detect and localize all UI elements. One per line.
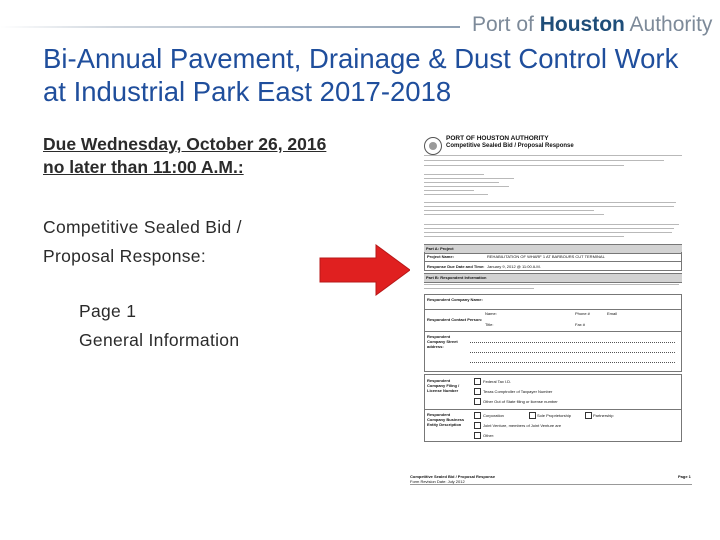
- entity-label: Respondent Company Business Entity Description: [427, 412, 465, 427]
- other-entity-checkbox: [474, 432, 481, 439]
- due-date-text: [43, 133, 326, 179]
- form-footer-date: Form Revision Date: July 2012: [410, 479, 465, 484]
- other-entity-option: Other:: [483, 433, 495, 438]
- text-line: [424, 182, 499, 183]
- subtitle-line-1: Competitive Sealed Bid /: [43, 217, 242, 237]
- project-name-row: [424, 252, 682, 262]
- subtitle-line-2: Proposal Response:: [43, 246, 206, 266]
- company-name-row: [424, 294, 682, 310]
- due-date-line-2: no later than 11:00 A.M.:: [43, 157, 244, 177]
- form-thumbnail: [410, 128, 692, 534]
- form-footer-rule: [410, 484, 692, 485]
- part-a-label: Part A: Project: [426, 246, 454, 251]
- project-name-label: Project Name:: [427, 254, 454, 259]
- right-arrow-icon: [318, 242, 412, 298]
- text-line: [424, 190, 474, 191]
- name-label: Name:: [485, 311, 497, 316]
- text-line: [424, 186, 509, 187]
- text-line: [424, 206, 674, 207]
- company-name-label: Respondent Company Name:: [427, 297, 483, 302]
- due-time-row: [424, 262, 682, 271]
- text-line: [424, 224, 679, 225]
- text-line: [424, 284, 679, 285]
- text-line: [424, 236, 624, 237]
- response-subtitle: [43, 213, 242, 271]
- page-reference: [79, 297, 239, 355]
- email-label: Email: [607, 311, 618, 316]
- slide-title: Bi-Annual Pavement, Drainage & Dust Control Work at Industrial Park East 2017-2018: [43, 43, 679, 107]
- sole-proprietorship-checkbox: [529, 412, 536, 419]
- text-line: [424, 288, 534, 289]
- page-number-label: Page 1: [79, 301, 137, 321]
- address-line: [470, 362, 675, 363]
- text-line: [424, 202, 676, 203]
- text-line: [424, 160, 664, 161]
- due-time-label: Response Due Date and Time:: [427, 264, 485, 269]
- form-footer-title: Competitive Sealed Bid / Proposal Response: [410, 474, 496, 479]
- form-header-2: Competitive Sealed Bid / Proposal Response: [446, 143, 574, 149]
- part-b-bar: [424, 273, 682, 283]
- federal-tax-option: Federal Tax I.D.: [483, 379, 512, 384]
- title-label: Title:: [485, 322, 494, 327]
- joint-venture-checkbox: [474, 422, 481, 429]
- address-line: [470, 342, 675, 343]
- text-line: [424, 178, 514, 179]
- texas-comptroller-checkbox: [474, 388, 481, 395]
- partnership-option: Partnership: [593, 413, 614, 418]
- form-footer-page: Page 1: [678, 474, 691, 479]
- text-line: [424, 210, 594, 211]
- partnership-checkbox: [585, 412, 592, 419]
- phone-label: Phone #: [575, 311, 590, 316]
- due-date-line-1: Due Wednesday, October 26, 2016: [43, 134, 327, 154]
- federal-tax-checkbox: [474, 378, 481, 385]
- due-time-value: January 9, 2012 @ 11:00 A.M.: [487, 264, 541, 269]
- address-line: [470, 352, 675, 353]
- header-rule: [0, 26, 460, 28]
- text-line: [424, 214, 604, 215]
- text-line: [424, 194, 488, 195]
- address-label: Respondent Company Street address:: [427, 334, 458, 349]
- out-of-state-checkbox: [474, 398, 481, 405]
- filing-label: Respondent Company Filing / License Number: [427, 378, 460, 393]
- part-b-label: Part B: Respondent Information: [426, 275, 487, 280]
- text-line: [424, 155, 682, 156]
- entity-row: [424, 409, 682, 442]
- joint-venture-option: Joint Venture, members of Joint Venture are: [483, 423, 562, 428]
- texas-comptroller-option: Texas Comptroller of Taxpayer Number: [483, 389, 553, 394]
- contact-label: Respondent Contact Person:: [427, 317, 483, 322]
- brand-logo-text: Port of Houston Authority: [472, 13, 713, 36]
- text-line: [424, 232, 672, 233]
- fax-label: Fax #: [575, 322, 586, 327]
- text-line: [424, 174, 484, 175]
- text-line: [424, 228, 674, 229]
- seal-icon: [424, 137, 442, 155]
- contact-row: [424, 309, 682, 332]
- corporation-checkbox: [474, 412, 481, 419]
- out-of-state-option: Other Out of State filing or license number: [483, 399, 558, 404]
- project-name-value: REHABILITATION OF WHARF 1 AT BARBOURS CUT TERMINAL: [487, 254, 605, 259]
- sole-proprietorship-option: Sole Proprietorship: [537, 413, 572, 418]
- filing-row: [424, 374, 682, 410]
- corporation-option: Corporation: [483, 413, 504, 418]
- page-section-label: General Information: [79, 330, 240, 350]
- text-line: [424, 165, 624, 166]
- form-header-1: PORT OF HOUSTON AUTHORITY: [446, 135, 549, 142]
